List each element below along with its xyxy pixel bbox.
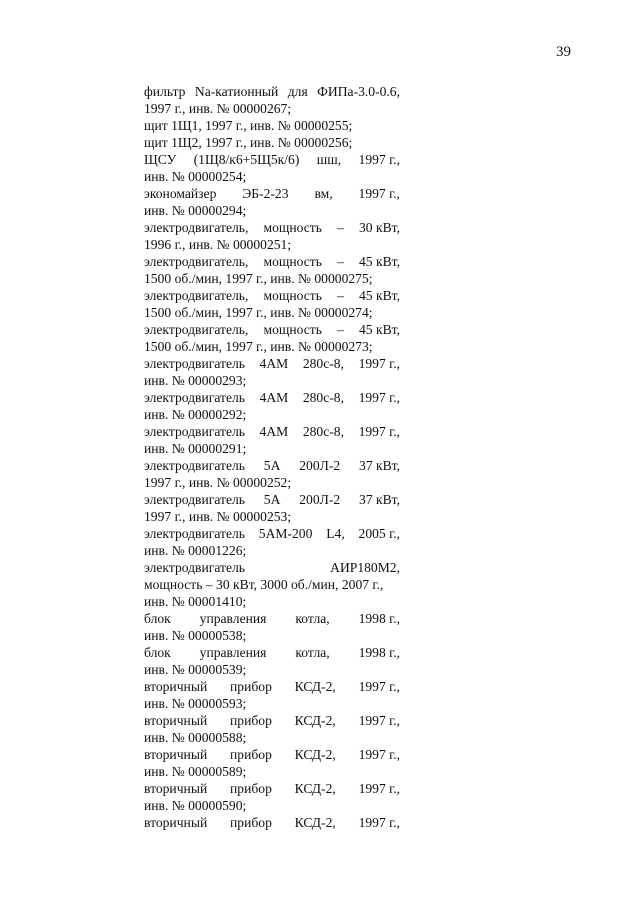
entry-word: 1998 г., xyxy=(358,611,400,626)
entry-line: мощность – 30 кВт, 3000 об./мин, 2007 г., xyxy=(144,577,384,592)
entry-word: для xyxy=(287,84,308,99)
entry-word: 1997 г., xyxy=(358,152,400,167)
list-item xyxy=(144,253,400,287)
entry-word: прибор xyxy=(230,713,272,728)
entry-word: вторичный xyxy=(144,679,208,694)
entry-line: инв. № 00000538; xyxy=(144,628,247,643)
entry-word: электродвигатель, xyxy=(144,288,249,303)
entry-word: КСД-2, xyxy=(294,713,336,728)
entry-word: шш, xyxy=(316,152,342,167)
entry-line xyxy=(144,559,400,576)
list-item xyxy=(144,678,400,712)
entry-word: вторичный xyxy=(144,713,208,728)
entry-line: щит 1Щ1, 1997 г., инв. № 00000255; xyxy=(144,118,353,133)
entry-line: 1500 об./мин, 1997 г., инв. № 00000274; xyxy=(144,305,373,320)
list-item xyxy=(144,525,400,559)
entry-word: 1997 г., xyxy=(358,424,400,439)
entry-line: 1997 г., инв. № 00000253; xyxy=(144,509,292,524)
entry-line: инв. № 00000254; xyxy=(144,169,247,184)
entry-line: щит 1Щ2, 1997 г., инв. № 00000256; xyxy=(144,135,353,150)
entry-word: котла, xyxy=(295,645,330,660)
entry-word: управления xyxy=(199,645,267,660)
entry-word: 45 кВт, xyxy=(359,288,400,303)
list-item xyxy=(144,814,400,831)
entry-line xyxy=(144,83,400,100)
list-item xyxy=(144,780,400,814)
entry-word: вторичный xyxy=(144,781,208,796)
entry-word: электродвигатель, xyxy=(144,220,249,235)
entry-line xyxy=(144,814,400,831)
list-item xyxy=(144,423,400,457)
entry-line xyxy=(144,525,400,542)
entry-word: 280с-8, xyxy=(302,390,344,405)
entry-line xyxy=(144,355,400,372)
entry-word: 4АМ xyxy=(259,424,289,439)
entry-line xyxy=(144,610,400,627)
entry-line xyxy=(144,287,400,304)
entry-word: 1997 г., xyxy=(358,390,400,405)
entry-line: инв. № 00001410; xyxy=(144,594,247,609)
equipment-list xyxy=(144,83,400,831)
entry-word: прибор xyxy=(230,815,272,830)
entry-line xyxy=(144,253,400,270)
entry-word: блок xyxy=(144,611,171,626)
entry-word: 280с-8, xyxy=(302,356,344,371)
list-item xyxy=(144,83,400,117)
entry-word: 200Л-2 xyxy=(299,492,341,507)
entry-line xyxy=(144,644,400,661)
entry-word: ЩСУ xyxy=(144,152,177,167)
entry-word: 1997 г., xyxy=(358,815,400,830)
entry-line: инв. № 00000590; xyxy=(144,798,247,813)
entry-word: 1997 г., xyxy=(358,747,400,762)
entry-word: управления xyxy=(199,611,267,626)
entry-word: 1997 г., xyxy=(358,781,400,796)
entry-word: электродвигатель, xyxy=(144,254,249,269)
entry-word: электродвигатель, xyxy=(144,322,249,337)
list-item xyxy=(144,117,400,134)
entry-word: 1997 г., xyxy=(358,713,400,728)
list-item xyxy=(144,712,400,746)
entry-word: 2005 г., xyxy=(358,526,400,541)
entry-line xyxy=(144,712,400,729)
entry-line: 1996 г., инв. № 00000251; xyxy=(144,237,292,252)
entry-word: экономайзер xyxy=(144,186,217,201)
entry-word: вторичный xyxy=(144,747,208,762)
entry-word: Na-катионный xyxy=(194,84,279,99)
entry-word: 4АМ xyxy=(259,390,289,405)
entry-line xyxy=(144,491,400,508)
entry-line xyxy=(144,423,400,440)
entry-word: электродвигатель xyxy=(144,424,245,439)
entry-word: АИР180М2, xyxy=(330,560,400,575)
entry-word: 280с-8, xyxy=(302,424,344,439)
list-item xyxy=(144,610,400,644)
entry-word: электродвигатель xyxy=(144,458,245,473)
entry-word: 5А xyxy=(263,492,281,507)
entry-word: – xyxy=(337,254,344,269)
entry-word: прибор xyxy=(230,679,272,694)
list-item xyxy=(144,287,400,321)
entry-line: инв. № 00000593; xyxy=(144,696,247,711)
entry-line: инв. № 00000292; xyxy=(144,407,247,422)
entry-word: КСД-2, xyxy=(294,679,336,694)
entry-word: 1997 г., xyxy=(358,356,400,371)
entry-word: вторичный xyxy=(144,815,208,830)
list-item xyxy=(144,559,400,610)
list-item xyxy=(144,219,400,253)
entry-word: ЭБ-2-23 xyxy=(242,186,289,201)
entry-word: L4, xyxy=(326,526,345,541)
entry-word: котла, xyxy=(295,611,330,626)
entry-line xyxy=(144,321,400,338)
entry-line xyxy=(144,389,400,406)
entry-word: КСД-2, xyxy=(294,747,336,762)
entry-word: 45 кВт, xyxy=(359,322,400,337)
entry-line xyxy=(144,185,400,202)
entry-word: прибор xyxy=(230,747,272,762)
entry-line: инв. № 00000589; xyxy=(144,764,247,779)
list-item xyxy=(144,355,400,389)
entry-line: 1997 г., инв. № 00000252; xyxy=(144,475,292,490)
entry-word: КСД-2, xyxy=(294,815,336,830)
list-item xyxy=(144,491,400,525)
entry-line xyxy=(144,457,400,474)
entry-line xyxy=(144,746,400,763)
entry-word: 45 кВт, xyxy=(359,254,400,269)
entry-word: электродвигатель xyxy=(144,526,245,541)
list-item xyxy=(144,457,400,491)
entry-line xyxy=(144,219,400,236)
entry-word: (1Щ8/к6+5Щ5к/6) xyxy=(193,152,300,167)
entry-word: – xyxy=(337,322,344,337)
list-item xyxy=(144,746,400,780)
list-item xyxy=(144,151,400,185)
entry-word: 5АМ-200 xyxy=(258,526,313,541)
list-item xyxy=(144,644,400,678)
entry-word: 37 кВт, xyxy=(359,458,400,473)
entry-word: 5А xyxy=(263,458,281,473)
entry-line: инв. № 00000539; xyxy=(144,662,247,677)
entry-line: инв. № 00000291; xyxy=(144,441,247,456)
list-item xyxy=(144,321,400,355)
entry-word: 30 кВт, xyxy=(359,220,400,235)
entry-line xyxy=(144,780,400,797)
entry-line: инв. № 00000294; xyxy=(144,203,247,218)
entry-word: 37 кВт, xyxy=(359,492,400,507)
entry-word: мощность xyxy=(263,322,322,337)
entry-word: фильтр xyxy=(144,84,186,99)
entry-word: – xyxy=(337,288,344,303)
list-item xyxy=(144,134,400,151)
entry-word: прибор xyxy=(230,781,272,796)
entry-word: мощность xyxy=(263,254,322,269)
entry-word: мощность xyxy=(263,220,322,235)
entry-word: электродвигатель xyxy=(144,390,245,405)
entry-line: 1500 об./мин, 1997 г., инв. № 00000275; xyxy=(144,271,373,286)
entry-word: ФИПа-3.0-0.6, xyxy=(317,84,400,99)
entry-word: электродвигатель xyxy=(144,356,245,371)
entry-word: 1997 г., xyxy=(358,186,400,201)
list-item xyxy=(144,185,400,219)
list-item xyxy=(144,389,400,423)
entry-word: электродвигатель xyxy=(144,492,245,507)
entry-line: 1997 г., инв. № 00000267; xyxy=(144,101,292,116)
entry-word: электродвигатель xyxy=(144,560,245,575)
entry-line: инв. № 00000588; xyxy=(144,730,247,745)
entry-word: – xyxy=(337,220,344,235)
entry-word: вм, xyxy=(314,186,333,201)
entry-word: блок xyxy=(144,645,171,660)
entry-line xyxy=(144,151,400,168)
entry-word: 4АМ xyxy=(259,356,289,371)
entry-word: КСД-2, xyxy=(294,781,336,796)
entry-line: инв. № 00001226; xyxy=(144,543,247,558)
page-number: 39 xyxy=(556,44,571,60)
entry-line: 1500 об./мин, 1997 г., инв. № 00000273; xyxy=(144,339,373,354)
entry-word: 200Л-2 xyxy=(299,458,341,473)
entry-word: мощность xyxy=(263,288,322,303)
entry-line xyxy=(144,678,400,695)
entry-line: инв. № 00000293; xyxy=(144,373,247,388)
entry-word: 1997 г., xyxy=(358,679,400,694)
entry-word: 1998 г., xyxy=(358,645,400,660)
